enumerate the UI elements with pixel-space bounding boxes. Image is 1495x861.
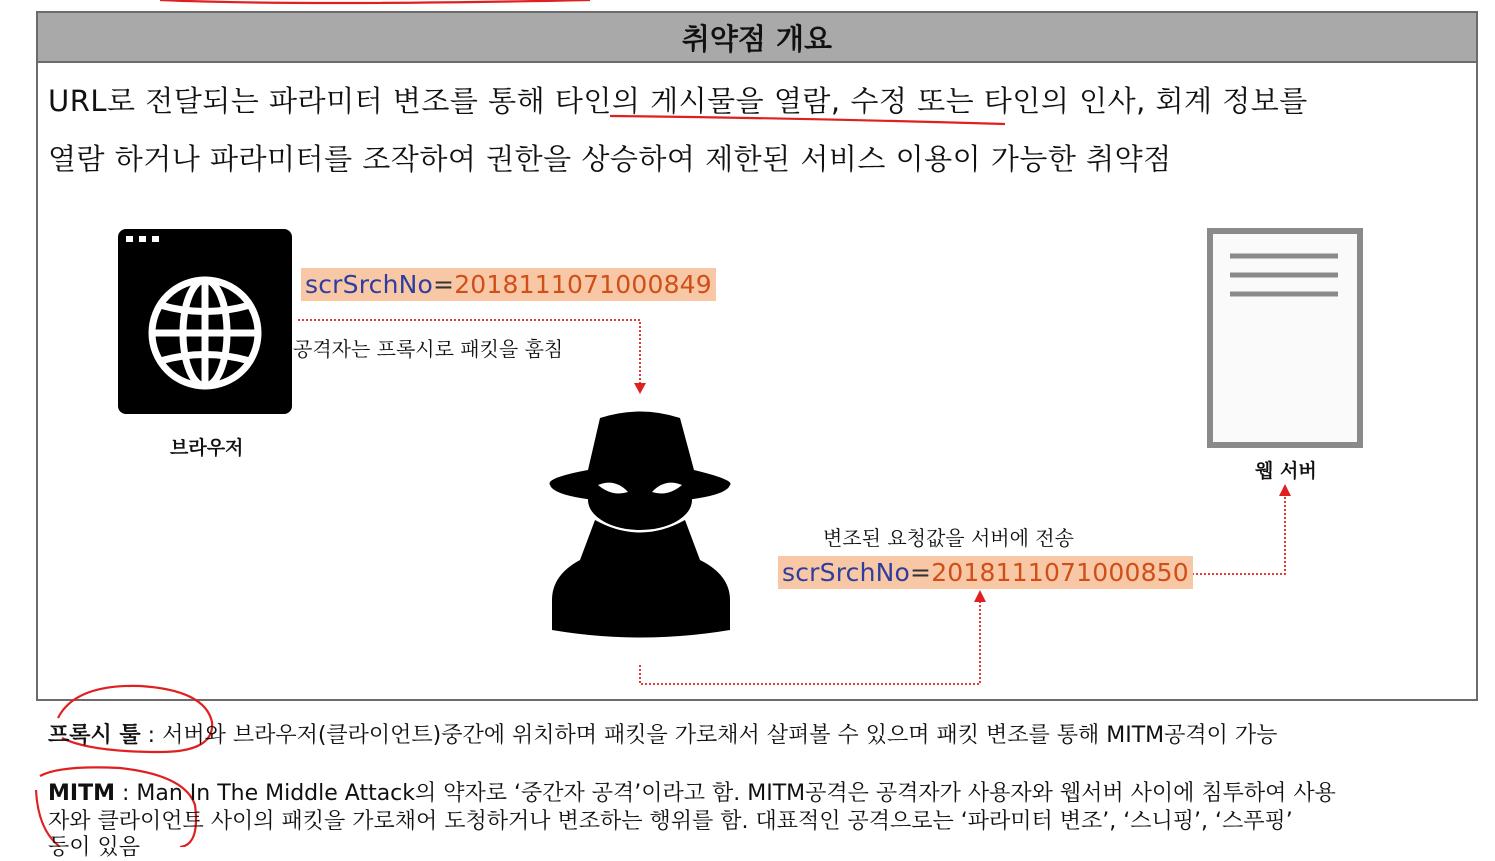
modified-caption: 변조된 요청값을 서버에 전송 bbox=[823, 526, 1074, 550]
send-to-server-arrow bbox=[1180, 484, 1291, 574]
description-line-2: 열람 하거나 파라미터를 조작하여 권한을 상승하여 제한된 서비스 이용이 가능한 취약점 bbox=[48, 142, 1172, 176]
browser-label: 브라우저 bbox=[170, 437, 244, 459]
browser-icon bbox=[118, 229, 292, 414]
param-name: scrSrchNo bbox=[782, 558, 911, 587]
attacker-icon bbox=[549, 412, 730, 638]
section-title: 취약점 개요 bbox=[38, 13, 1476, 63]
mitm-note-line-1 bbox=[48, 776, 1336, 807]
intercept-text: 공격자는 프록시로 패킷을 훔침 bbox=[293, 337, 564, 361]
web-server-label: 웹 서버 bbox=[1255, 460, 1317, 482]
param-eq: = bbox=[433, 270, 455, 299]
param-name: scrSrchNo bbox=[305, 270, 434, 299]
proxy-term: 프록시 툴 bbox=[48, 723, 141, 748]
mitm-note-line-2: 자와 클라이언트 사이의 패킷을 가로채어 도청하거나 변조하는 행위를 함. 대표적인 공격으로는 ‘파라미터 변조’, ‘스니핑’, ‘스푸핑’ bbox=[48, 809, 1293, 834]
modified-parameter bbox=[778, 556, 1193, 589]
globe-icon bbox=[152, 280, 258, 386]
web-server-icon bbox=[1210, 231, 1360, 445]
description-line-1: URL로 전달되는 파라미터 변조를 통해 타인의 게시물을 열람, 수정 또는 타인의 인사, 회계 정보를 bbox=[48, 84, 1308, 118]
param-value: 2018111071000849 bbox=[454, 270, 712, 299]
mitm-text-1: : Man In The Middle Attack의 약자로 ‘중간자 공격’이라고 함. MITM공격은 공격자가 사용자와 웹서버 사이에 침투하여 사용 bbox=[114, 781, 1336, 806]
proxy-tool-note bbox=[48, 718, 1277, 749]
proxy-text: : 서버와 브라우저(클라이언트)중간에 위치하며 패킷을 가로채서 살펴볼 수 있으며 패킷 변조를 통해 MITM공격이 가능 bbox=[140, 723, 1278, 748]
param-value: 2018111071000850 bbox=[931, 558, 1189, 587]
mitm-note-line-3: 등이 있음 bbox=[48, 835, 141, 860]
original-parameter bbox=[301, 268, 716, 301]
param-eq: = bbox=[910, 558, 932, 587]
mitm-term: MITM bbox=[48, 781, 115, 806]
